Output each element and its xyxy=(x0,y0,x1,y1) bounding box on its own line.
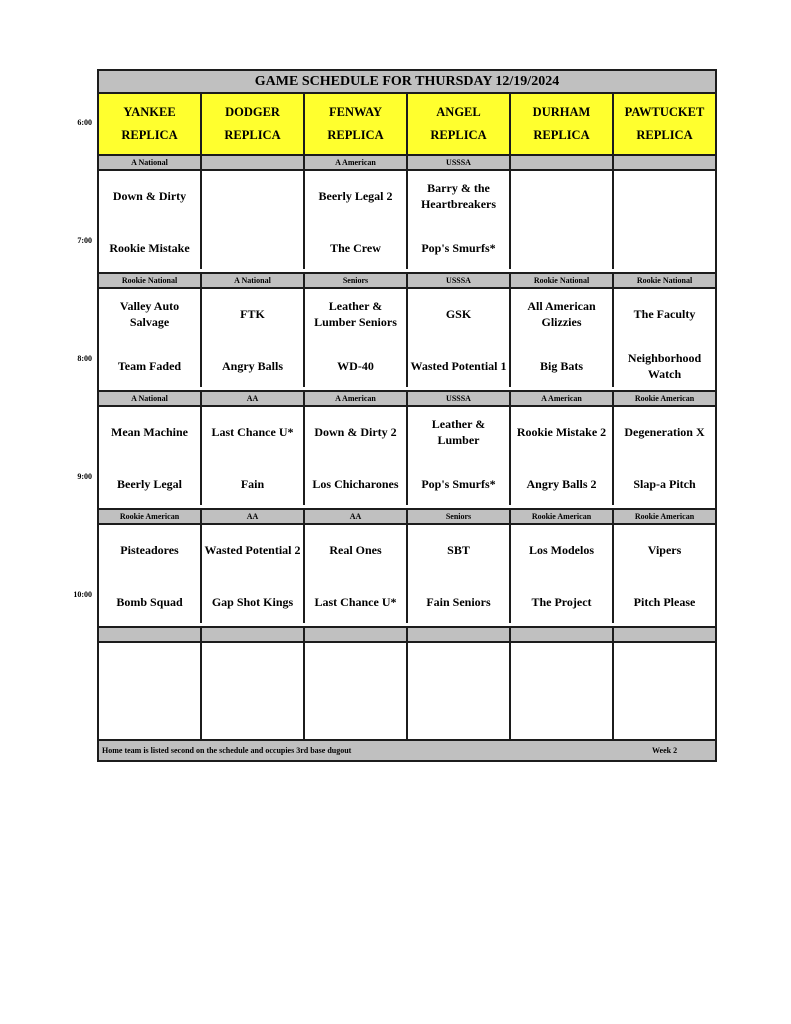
home-team xyxy=(616,702,713,738)
home-team: Bomb Squad xyxy=(116,595,183,609)
home-team: Angry Balls 2 xyxy=(526,477,597,491)
division-label: Rookie American xyxy=(634,512,695,521)
field-subtitle: REPLICA xyxy=(224,128,281,142)
division-label xyxy=(408,628,511,641)
away-team xyxy=(307,650,404,686)
game-cell xyxy=(305,171,408,269)
game-cell xyxy=(511,643,614,746)
away-team xyxy=(204,178,301,214)
away-team: Wasted Potential 2 xyxy=(204,543,301,557)
game-cell xyxy=(408,289,511,387)
game-cell xyxy=(99,643,202,746)
game-cell xyxy=(511,171,614,269)
division-label: A National xyxy=(99,392,202,405)
division-label: Rookie National xyxy=(99,274,202,287)
home-team: Neighborhood Watch xyxy=(627,351,702,381)
field-header xyxy=(408,94,511,154)
game-cell xyxy=(305,407,408,505)
division-label: A American xyxy=(511,392,614,405)
field-name: PAWTUCKET xyxy=(624,105,705,119)
game-cell xyxy=(99,525,202,623)
division-label xyxy=(99,628,202,641)
home-team: Angry Balls xyxy=(221,359,283,373)
away-team: The Faculty xyxy=(633,307,696,321)
field-name: ANGEL xyxy=(436,105,481,119)
away-team: Down & Dirty xyxy=(112,189,187,203)
away-team: Leather & Lumber xyxy=(431,417,486,447)
game-row xyxy=(99,171,715,269)
division-label xyxy=(305,628,408,641)
division-label xyxy=(614,156,715,169)
field-subtitle: REPLICA xyxy=(327,128,384,142)
time-label: 6:00 xyxy=(77,118,92,127)
field-subtitle: REPLICA xyxy=(121,128,178,142)
away-team: All American Glizzies xyxy=(527,299,596,329)
time-slot xyxy=(99,390,715,508)
time-slot xyxy=(99,626,715,729)
division-label: A National xyxy=(202,274,305,287)
away-team xyxy=(616,178,713,214)
division-label: USSSA xyxy=(408,156,511,169)
division-label xyxy=(614,628,715,641)
division-label: Rookie American xyxy=(99,510,202,523)
division-label: A American xyxy=(305,392,408,405)
away-team: Barry & the Heartbreakers xyxy=(420,181,497,211)
time-slot xyxy=(99,272,715,390)
game-cell xyxy=(408,643,511,746)
time-label: 9:00 xyxy=(77,472,92,481)
home-team xyxy=(101,702,198,738)
game-cell xyxy=(408,171,511,269)
home-team: Pop's Smurfs* xyxy=(421,477,496,491)
field-header xyxy=(511,94,614,154)
game-cell xyxy=(202,289,305,387)
division-label: AA xyxy=(305,510,408,523)
division-label: AA xyxy=(202,392,305,405)
away-team: Los Modelos xyxy=(528,543,594,557)
home-team: The Crew xyxy=(330,241,381,255)
field-name: FENWAY xyxy=(328,105,383,119)
time-label: 10:00 xyxy=(73,590,92,599)
division-label: Rookie National xyxy=(636,276,693,285)
game-cell xyxy=(305,525,408,623)
home-team: Team Faded xyxy=(117,359,182,373)
home-team: Pop's Smurfs* xyxy=(421,241,496,255)
away-team: Valley Auto Salvage xyxy=(119,299,180,329)
home-team: Slap-a Pitch xyxy=(633,477,696,491)
home-team xyxy=(513,702,610,738)
division-row xyxy=(99,626,715,643)
game-cell xyxy=(202,525,305,623)
away-team: Beerly Legal 2 xyxy=(318,189,393,203)
division-label: Rookie National xyxy=(511,274,614,287)
game-cell xyxy=(202,643,305,746)
game-cell xyxy=(511,289,614,387)
home-team: Pitch Please xyxy=(633,595,696,609)
division-label: Rookie American xyxy=(634,394,695,403)
division-row xyxy=(99,508,715,525)
away-team xyxy=(513,650,610,686)
game-cell xyxy=(614,171,715,269)
game-cell xyxy=(614,289,715,387)
game-cell xyxy=(408,525,511,623)
home-team: Beerly Legal xyxy=(117,477,182,491)
division-label: USSSA xyxy=(408,392,511,405)
away-team: GSK xyxy=(445,307,472,321)
away-team xyxy=(410,650,507,686)
division-label xyxy=(202,628,305,641)
home-team: WD-40 xyxy=(337,359,374,373)
game-cell xyxy=(511,407,614,505)
division-label: USSSA xyxy=(408,274,511,287)
away-team xyxy=(513,178,610,214)
game-row xyxy=(99,643,715,746)
game-cell xyxy=(202,407,305,505)
game-cell xyxy=(99,171,202,269)
field-header xyxy=(202,94,305,154)
week-label: Week 2 xyxy=(652,746,678,755)
schedule-footer xyxy=(99,739,715,760)
time-slot xyxy=(99,154,715,272)
division-label: Seniors xyxy=(305,274,408,287)
away-team: Leather & Lumber Seniors xyxy=(314,299,397,329)
away-team: Vipers xyxy=(647,543,682,557)
field-header xyxy=(305,94,408,154)
away-team xyxy=(204,650,301,686)
game-cell xyxy=(99,407,202,505)
home-team: Fain Seniors xyxy=(426,595,491,609)
home-team xyxy=(616,230,713,266)
game-cell xyxy=(305,643,408,746)
away-team: Real Ones xyxy=(329,543,382,557)
away-team: Degeneration X xyxy=(624,425,705,439)
game-row xyxy=(99,289,715,387)
away-team: Last Chance U* xyxy=(211,425,294,439)
home-team xyxy=(513,230,610,266)
time-label: 8:00 xyxy=(77,354,92,363)
schedule-title: GAME SCHEDULE FOR THURSDAY 12/19/2024 xyxy=(99,71,715,94)
field-header xyxy=(614,94,715,154)
division-label xyxy=(511,156,614,169)
division-label: A American xyxy=(305,156,408,169)
division-row xyxy=(99,390,715,407)
home-team: Los Chicharones xyxy=(312,477,399,491)
away-team: Mean Machine xyxy=(111,425,188,439)
field-subtitle: REPLICA xyxy=(430,128,487,142)
schedule-table xyxy=(97,69,717,762)
game-cell xyxy=(202,171,305,269)
home-team: Fain xyxy=(240,477,265,491)
game-cell xyxy=(305,289,408,387)
division-label: A National xyxy=(99,156,202,169)
game-cell xyxy=(99,289,202,387)
field-header-row xyxy=(99,94,715,154)
home-team: Wasted Potential 1 xyxy=(410,359,507,373)
home-team xyxy=(204,230,301,266)
game-cell xyxy=(511,525,614,623)
game-row xyxy=(99,407,715,505)
field-subtitle: REPLICA xyxy=(533,128,590,142)
game-cell xyxy=(408,407,511,505)
game-cell xyxy=(614,525,715,623)
home-team: The Project xyxy=(531,595,592,609)
field-subtitle: REPLICA xyxy=(636,128,693,142)
home-team: Gap Shot Kings xyxy=(211,595,294,609)
home-team: Last Chance U* xyxy=(314,595,397,609)
away-team xyxy=(616,650,713,686)
away-team: Pisteadores xyxy=(120,543,179,557)
division-row xyxy=(99,154,715,171)
away-team: Down & Dirty 2 xyxy=(314,425,397,439)
field-name: DURHAM xyxy=(532,105,591,119)
time-label: 7:00 xyxy=(77,236,92,245)
game-row xyxy=(99,525,715,623)
home-team xyxy=(204,702,301,738)
division-label xyxy=(202,156,305,169)
game-cell xyxy=(614,643,715,746)
division-label: Rookie American xyxy=(511,510,614,523)
game-cell xyxy=(614,407,715,505)
division-label: AA xyxy=(202,510,305,523)
home-team xyxy=(410,702,507,738)
home-team xyxy=(307,702,404,738)
time-slot xyxy=(99,508,715,626)
division-row xyxy=(99,272,715,289)
division-label: Seniors xyxy=(408,510,511,523)
away-team: SBT xyxy=(447,543,470,557)
field-name: YANKEE xyxy=(123,105,176,119)
away-team xyxy=(101,650,198,686)
field-header xyxy=(99,94,202,154)
home-team-note: Home team is listed second on the schedule and occupies 3rd base dugout xyxy=(102,746,352,755)
field-name: DODGER xyxy=(225,105,280,119)
away-team: FTK xyxy=(240,307,265,321)
division-label xyxy=(511,628,614,641)
home-team: Rookie Mistake xyxy=(109,241,190,255)
away-team: Rookie Mistake 2 xyxy=(516,425,607,439)
home-team: Big Bats xyxy=(539,359,583,373)
